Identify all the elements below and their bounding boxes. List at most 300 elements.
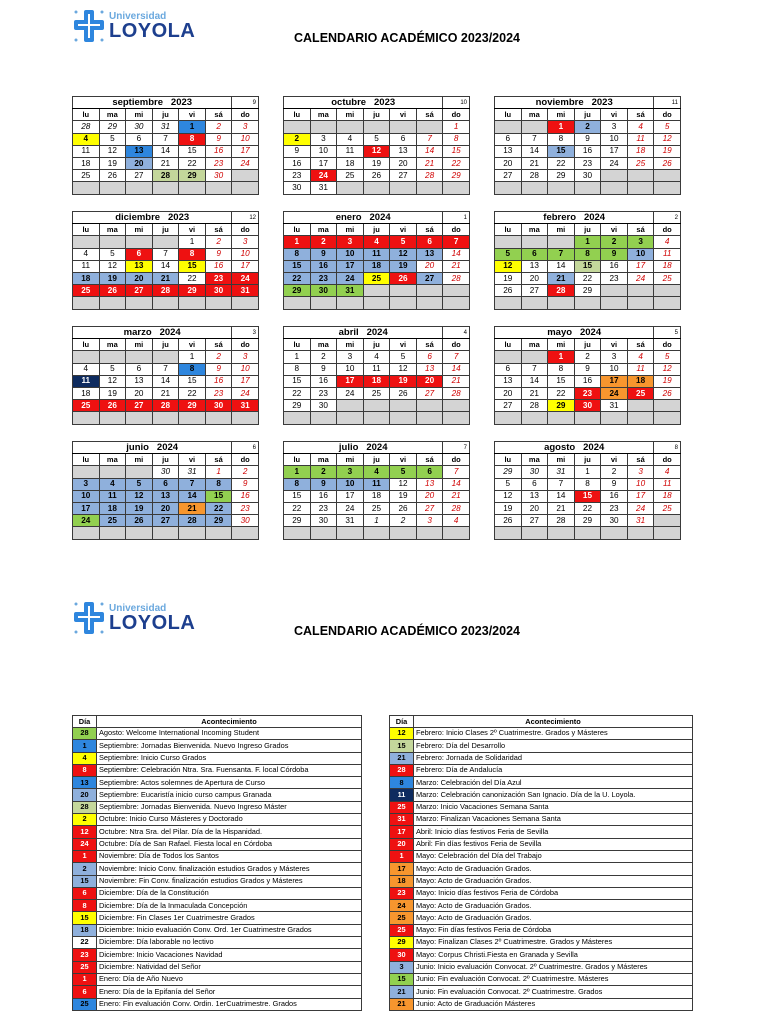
day-cell: 22 [574,272,601,284]
day-cell [390,297,417,309]
weekday-label: vi [390,454,417,466]
day-cell: 26 [99,285,126,297]
day-cell: 12 [495,260,522,272]
event-day: 21 [390,998,414,1010]
day-cell: 24 [73,515,100,527]
event-row [390,789,693,801]
day-cell [521,182,548,194]
weekday-label: ju [152,339,179,351]
day-cell: 8 [179,133,206,145]
event-day: 11 [390,789,414,801]
day-cell [337,182,364,194]
day-cell: 13 [416,363,443,375]
day-cell [390,400,417,412]
logo-subtitle: Universidad [109,10,167,22]
day-cell: 14 [152,145,179,157]
day-cell [521,236,548,248]
day-cell: 2 [232,466,259,478]
day-cell: 16 [574,375,601,387]
day-cell: 11 [363,248,390,260]
day-cell: 23 [310,502,337,514]
weekday-label: mi [126,224,153,236]
day-cell [310,412,337,424]
event-row [390,998,693,1010]
day-cell: 15 [284,260,311,272]
event-description: Noviembre: Inicio Conv. finalización estudios Grados y Másteres [97,863,362,875]
day-cell [232,170,259,182]
event-day: 20 [73,789,97,801]
day-cell: 29 [179,170,206,182]
month-number: 8 [654,442,681,454]
day-cell [521,297,548,309]
day-cell [232,182,259,194]
day-cell: 20 [152,502,179,514]
day-cell: 31 [548,466,575,478]
day-cell: 4 [654,466,681,478]
day-cell [363,121,390,133]
day-cell: 24 [627,502,654,514]
day-cell: 28 [152,400,179,412]
day-cell: 25 [363,272,390,284]
event-row [390,863,693,875]
weekday-label: ma [310,109,337,121]
day-cell: 10 [337,363,364,375]
event-row [390,949,693,961]
day-cell: 14 [152,375,179,387]
weekday-label: lu [73,109,100,121]
day-cell: 16 [310,375,337,387]
weekday-label: mi [126,109,153,121]
day-cell: 16 [284,157,311,169]
day-cell: 30 [152,466,179,478]
event-row [73,752,362,764]
day-cell: 7 [443,236,470,248]
event-description: Marzo: Finalizan Vacaciones Semana Santa [414,814,693,826]
day-cell [495,236,522,248]
day-cell: 4 [627,351,654,363]
day-cell: 10 [310,145,337,157]
day-cell: 3 [337,466,364,478]
day-cell: 2 [574,121,601,133]
event-day: 2 [73,814,97,826]
day-cell: 9 [284,145,311,157]
day-cell: 8 [574,478,601,490]
day-cell: 26 [99,400,126,412]
event-row [73,728,362,740]
day-cell: 2 [310,236,337,248]
day-cell: 10 [232,248,259,260]
event-row [390,814,693,826]
day-cell [126,236,153,248]
day-cell [73,527,100,539]
day-cell: 17 [310,157,337,169]
day-cell [337,400,364,412]
day-cell: 23 [574,157,601,169]
day-cell: 10 [601,363,628,375]
day-cell [99,236,126,248]
day-cell: 5 [390,351,417,363]
day-cell: 15 [443,145,470,157]
event-row [390,973,693,985]
day-cell [73,351,100,363]
weekday-label: ma [521,454,548,466]
event-day: 22 [73,937,97,949]
event-row [73,961,362,973]
day-cell: 11 [73,145,100,157]
day-cell: 6 [495,133,522,145]
weekday-label: lu [284,339,311,351]
event-day: 2 [73,863,97,875]
day-cell: 26 [390,387,417,399]
event-description: Octubre: Ntra Sra. del Pilar. Día de la Hispanidad. [97,826,362,838]
day-cell: 21 [152,272,179,284]
event-description: Mayo: Finalizan Clases 2º Cuatrimestre. Grados y Másteres [414,937,693,949]
day-cell [574,412,601,424]
loyola-cross-icon [72,8,106,44]
day-cell: 24 [232,157,259,169]
day-cell [232,527,259,539]
day-cell [654,527,681,539]
day-cell: 26 [495,515,522,527]
event-description: Diciembre: Inicio evaluación Conv. Ord. 1er Cuatrimestre Grados [97,924,362,936]
day-cell: 6 [495,363,522,375]
day-cell: 20 [390,157,417,169]
day-cell: 12 [99,260,126,272]
day-cell [574,527,601,539]
day-cell: 2 [574,351,601,363]
day-cell: 6 [521,248,548,260]
day-cell: 23 [310,387,337,399]
day-cell: 7 [179,478,206,490]
day-cell: 21 [548,502,575,514]
weekday-label: sá [205,339,232,351]
day-cell: 20 [416,490,443,502]
event-day: 8 [73,900,97,912]
day-cell: 7 [548,248,575,260]
event-description: Noviembre: Día de Todos los Santos [97,850,362,862]
month-calendar-mayo [494,326,681,425]
day-cell: 10 [232,133,259,145]
weekday-label: sá [416,109,443,121]
month-name: agosto [544,441,576,453]
day-cell: 30 [284,182,311,194]
event-row [73,801,362,813]
weekday-label: do [654,109,681,121]
weekday-label: sá [627,454,654,466]
event-description: Mayo: Fin días festivos Feria de Córdoba [414,924,693,936]
month-name: abril [338,326,359,338]
day-cell: 28 [179,515,206,527]
day-cell [99,182,126,194]
event-description: Septiembre: Celebración Ntra. Sra. Fuensanta. F. local Córdoba [97,764,362,776]
day-cell: 25 [73,170,100,182]
day-cell [495,412,522,424]
day-cell [179,182,206,194]
day-cell: 1 [179,121,206,133]
day-cell: 7 [521,133,548,145]
month-number: 12 [232,212,259,224]
day-cell: 3 [601,121,628,133]
day-cell: 20 [521,502,548,514]
university-logo [72,8,195,44]
day-cell [654,182,681,194]
day-cell: 30 [126,121,153,133]
day-cell: 18 [654,260,681,272]
day-cell: 25 [73,400,100,412]
day-cell [73,466,100,478]
event-row [73,863,362,875]
month-year: 2024 [583,441,605,453]
day-cell: 25 [73,285,100,297]
month-year: 2023 [170,96,193,108]
month-calendar-diciembre [72,211,259,310]
day-cell: 27 [152,515,179,527]
day-cell: 29 [284,400,311,412]
event-row [390,740,693,752]
event-day: 20 [390,838,414,850]
event-row [73,875,362,887]
weekday-label: do [232,109,259,121]
day-cell: 20 [416,260,443,272]
day-cell: 18 [337,157,364,169]
day-cell: 23 [284,170,311,182]
day-cell: 29 [574,285,601,297]
day-cell: 1 [284,466,311,478]
day-cell: 6 [521,478,548,490]
day-cell: 26 [99,170,126,182]
day-cell: 30 [574,400,601,412]
day-cell [99,466,126,478]
day-cell: 21 [548,272,575,284]
day-cell [390,412,417,424]
day-cell [337,297,364,309]
day-cell [548,527,575,539]
event-day: 6 [73,986,97,998]
month-title [73,97,232,109]
day-cell: 5 [390,236,417,248]
day-cell: 28 [416,170,443,182]
day-cell: 13 [126,375,153,387]
weekday-label: vi [390,224,417,236]
day-cell: 15 [205,490,232,502]
weekday-label: ju [574,339,601,351]
weekday-label: lu [495,109,522,121]
event-row [390,875,693,887]
day-cell: 12 [654,363,681,375]
weekday-label: mi [548,339,575,351]
month-title [284,212,443,224]
day-cell [627,527,654,539]
month-number: 3 [232,327,259,339]
event-row [73,949,362,961]
day-cell: 7 [443,466,470,478]
day-cell: 12 [126,490,153,502]
event-row [390,986,693,998]
event-description: Junio: Acto de Graduación Másteres [414,998,693,1010]
day-cell: 28 [152,285,179,297]
day-cell: 12 [390,363,417,375]
weekday-label: vi [390,339,417,351]
day-cell: 24 [337,387,364,399]
event-description: Septiembre: Jornadas Bienvenida. Nuevo Ingreso Grados [97,740,362,752]
day-cell: 22 [284,272,311,284]
events-day-header: Día [73,716,97,728]
weekday-label: ju [363,109,390,121]
weekday-label: ju [152,454,179,466]
day-cell: 31 [232,400,259,412]
event-description: Abril: Inicio días festivos Feria de Sevilla [414,826,693,838]
weekday-label: ju [363,339,390,351]
day-cell: 22 [284,387,311,399]
day-cell: 19 [495,272,522,284]
day-cell [627,400,654,412]
day-cell [654,412,681,424]
event-day: 8 [73,764,97,776]
day-cell [126,182,153,194]
weekday-label: lu [284,109,311,121]
event-row [73,924,362,936]
day-cell: 9 [205,363,232,375]
day-cell: 29 [179,285,206,297]
day-cell: 30 [310,285,337,297]
weekday-label: mi [337,454,364,466]
day-cell: 4 [654,236,681,248]
day-cell: 21 [152,157,179,169]
event-day: 17 [390,826,414,838]
month-title [284,442,443,454]
weekday-label: ma [521,339,548,351]
day-cell: 18 [73,272,100,284]
day-cell: 27 [416,502,443,514]
day-cell [654,285,681,297]
weekday-label: ju [363,454,390,466]
day-cell [443,182,470,194]
day-cell [495,182,522,194]
day-cell: 26 [390,502,417,514]
day-cell [390,121,417,133]
weekday-label: lu [73,224,100,236]
event-description: Junio: Fin evaluación Convocat. 2º Cuatrimestre. Másteres [414,973,693,985]
weekday-label: sá [416,339,443,351]
day-cell: 29 [99,121,126,133]
event-day: 25 [390,912,414,924]
weekday-label: vi [601,339,628,351]
event-row [73,777,362,789]
day-cell: 13 [521,490,548,502]
event-row [390,961,693,973]
day-cell: 2 [205,351,232,363]
day-cell: 10 [337,478,364,490]
event-day: 31 [390,814,414,826]
month-year: 2024 [366,441,388,453]
day-cell: 16 [310,260,337,272]
day-cell [416,527,443,539]
day-cell [232,412,259,424]
day-cell: 14 [548,260,575,272]
day-cell: 24 [232,272,259,284]
day-cell: 17 [601,145,628,157]
day-cell [443,400,470,412]
day-cell [654,297,681,309]
day-cell: 29 [443,170,470,182]
day-cell: 19 [390,375,417,387]
day-cell: 7 [152,133,179,145]
day-cell: 20 [416,375,443,387]
day-cell: 21 [443,375,470,387]
weekday-label: sá [627,109,654,121]
day-cell: 23 [205,157,232,169]
event-day: 15 [73,875,97,887]
day-cell: 18 [99,502,126,514]
day-cell: 17 [232,375,259,387]
event-description: Diciembre: Día de la Inmaculada Concepción [97,900,362,912]
event-description: Mayo: Inicio días festivos Feria de Córdoba [414,887,693,899]
day-cell [363,297,390,309]
weekday-label: ma [99,454,126,466]
events-day-header: Día [390,716,414,728]
day-cell: 18 [73,157,100,169]
day-cell: 16 [205,260,232,272]
day-cell: 10 [627,478,654,490]
day-cell: 2 [205,236,232,248]
day-cell: 30 [205,285,232,297]
day-cell: 10 [73,490,100,502]
day-cell [363,285,390,297]
day-cell: 3 [337,351,364,363]
weekday-label: do [443,454,470,466]
day-cell: 1 [179,351,206,363]
day-cell: 15 [284,375,311,387]
day-cell: 4 [73,133,100,145]
day-cell: 20 [521,272,548,284]
day-cell: 26 [495,285,522,297]
day-cell: 13 [521,260,548,272]
event-row [73,887,362,899]
weekday-label: mi [126,454,153,466]
day-cell [443,527,470,539]
day-cell: 6 [390,133,417,145]
day-cell: 29 [284,285,311,297]
day-cell [152,527,179,539]
day-cell: 9 [310,478,337,490]
day-cell: 14 [548,490,575,502]
day-cell [495,351,522,363]
day-cell [548,182,575,194]
day-cell [99,527,126,539]
day-cell: 1 [179,236,206,248]
day-cell: 1 [574,236,601,248]
day-cell: 19 [654,145,681,157]
events-table-right [389,715,693,1011]
event-day: 29 [390,937,414,949]
day-cell [521,412,548,424]
day-cell: 29 [548,170,575,182]
day-cell: 25 [99,515,126,527]
day-cell [310,121,337,133]
day-cell: 4 [73,248,100,260]
loyola-cross-icon [72,600,106,636]
day-cell: 21 [179,502,206,514]
weekday-label: sá [205,224,232,236]
day-cell: 24 [601,157,628,169]
month-number: 9 [232,97,259,109]
day-cell: 13 [495,145,522,157]
day-cell [152,412,179,424]
day-cell: 15 [548,145,575,157]
event-row [73,826,362,838]
day-cell [310,527,337,539]
event-day: 8 [390,777,414,789]
